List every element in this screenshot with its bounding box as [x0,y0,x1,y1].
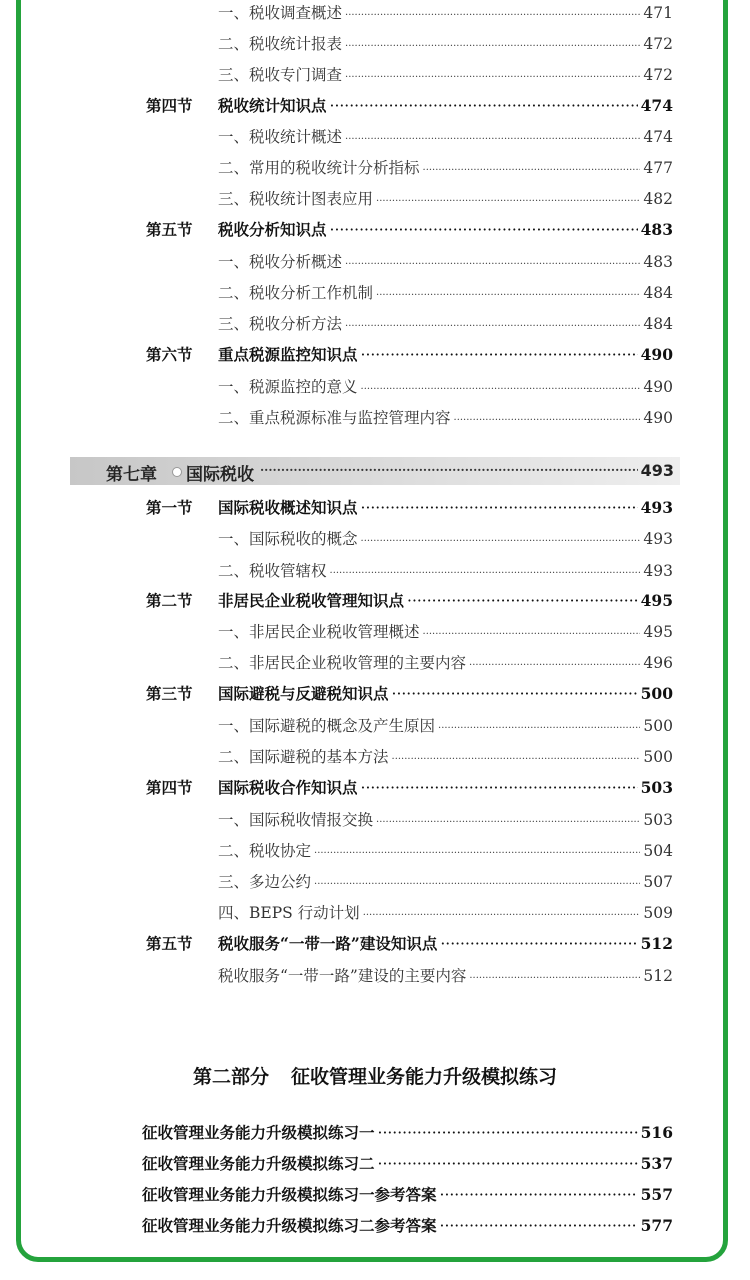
dot-leader [376,286,640,306]
entry-title: 二、税收协定 [218,842,312,860]
dot-leader [363,906,640,926]
section-title: 税收统计知识点 [218,96,327,115]
entry-title: 一、国际税收的概念 [218,530,358,548]
entry-title: 一、国际避税的概念及产生原因 [218,717,436,735]
dot-leader [345,255,640,275]
dot-leader [376,192,640,212]
dot-leader [440,1216,638,1236]
toc-entry[interactable] [218,283,673,306]
page-number: 500 [643,717,673,735]
toc-entry[interactable] [218,127,673,150]
toc-entry[interactable] [218,252,673,275]
toc-entry[interactable] [218,3,673,26]
dot-leader [440,1185,638,1205]
section-title: 国际避税与反避税知识点 [218,684,389,703]
page-number: 493 [643,562,673,580]
section-number: 第六节 [146,345,193,364]
entry-title: 三、多边公约 [218,873,312,891]
toc-entry[interactable] [218,810,673,833]
dot-leader [361,345,638,365]
dot-leader [361,778,638,798]
page-number: 484 [643,284,673,302]
toc-section[interactable] [146,778,673,798]
dot-leader [469,969,640,989]
entry-title: 二、国际避税的基本方法 [218,748,389,766]
section-title: 重点税源监控知识点 [218,345,358,364]
toc-entry[interactable] [218,747,673,770]
dot-leader [260,463,638,477]
dot-leader [314,844,640,864]
toc-section[interactable] [146,934,673,954]
part-heading [0,1062,750,1089]
page-number: 537 [640,1154,673,1173]
exercise-title: 征收管理业务能力升级模拟练习二 [142,1154,375,1173]
entry-title: 三、税收统计图表应用 [218,190,374,208]
page-number: 493 [640,461,674,480]
dot-leader [345,130,640,150]
toc-entry[interactable] [218,377,673,400]
page-number: 474 [643,128,673,146]
dot-leader [378,1123,638,1143]
page-number: 557 [640,1185,673,1204]
dot-leader [330,564,640,584]
toc-entry[interactable] [218,903,673,926]
part-title: 征收管理业务能力升级模拟练习 [291,1066,558,1088]
dot-leader [345,37,640,57]
dot-leader [407,591,638,611]
entry-title: 一、税收调查概述 [218,4,343,22]
toc-entry[interactable] [218,653,673,676]
page-number: 477 [643,159,673,177]
toc-entry[interactable] [218,966,673,989]
section-number: 第四节 [146,778,193,797]
dot-leader [392,750,640,770]
page-number: 516 [640,1123,673,1142]
dot-leader [454,411,640,431]
toc-section[interactable] [146,96,673,116]
section-title: 国际税收合作知识点 [218,778,358,797]
toc-section[interactable] [146,591,673,611]
toc-entry[interactable] [218,529,673,552]
dot-leader [330,220,638,240]
dot-leader [361,380,640,400]
toc-entry[interactable] [218,561,673,584]
page-number: 577 [640,1216,673,1235]
page-number: 493 [643,530,673,548]
page-number: 503 [640,778,673,797]
page-number: 500 [640,684,673,703]
entry-title: 二、税收管辖权 [218,562,327,580]
entry-title: 二、常用的税收统计分析指标 [218,159,420,177]
toc-section[interactable] [146,220,673,240]
dot-leader [314,875,640,895]
toc-entry[interactable] [218,872,673,895]
dot-leader [469,656,640,676]
chapter-label: 第七章 [106,465,157,485]
dot-leader [345,68,640,88]
toc-section[interactable] [146,345,673,365]
dot-leader [423,625,640,645]
toc-entry[interactable] [218,314,673,337]
page-number: 512 [643,967,673,985]
page-number: 472 [643,35,673,53]
entry-title: 一、国际税收情报交换 [218,811,374,829]
toc-entry[interactable] [218,158,673,181]
entry-title: 税收服务“一带一路”建设的主要内容 [218,967,467,985]
toc-section[interactable] [146,498,673,518]
dot-leader [440,934,637,954]
page-number: 495 [643,623,673,641]
page-number: 496 [643,654,673,672]
exercise-title: 征收管理业务能力升级模拟练习二参考答案 [142,1216,437,1235]
toc-section[interactable] [146,684,673,704]
exercise-title: 征收管理业务能力升级模拟练习一参考答案 [142,1185,437,1204]
chapter-banner[interactable] [70,457,680,485]
toc-exercise[interactable] [142,1185,673,1205]
page-number: 500 [643,748,673,766]
page-number: 484 [643,315,673,333]
page-number: 472 [643,66,673,84]
page-number: 493 [640,498,673,517]
exercise-title: 征收管理业务能力升级模拟练习一 [142,1123,375,1142]
toc-entry[interactable] [218,716,673,739]
page-number: 482 [643,190,673,208]
page-number: 490 [643,378,673,396]
page-number: 507 [643,873,673,891]
page-number: 495 [640,591,673,610]
dot-leader [361,498,638,518]
page-number: 474 [640,96,673,115]
toc-exercise[interactable] [142,1154,673,1174]
toc-entry[interactable] [218,65,673,88]
section-number: 第五节 [146,934,193,953]
entry-title: 四、BEPS 行动计划 [218,904,360,922]
dot-leader [376,813,640,833]
entry-title: 二、非居民企业税收管理的主要内容 [218,654,467,672]
entry-title: 一、税收分析概述 [218,253,343,271]
chapter-title: 国际税收 [186,465,254,485]
page-number: 471 [643,4,673,22]
section-title: 非居民企业税收管理知识点 [218,591,405,610]
page-number: 503 [643,811,673,829]
entry-title: 三、税收专门调查 [218,66,343,84]
entry-title: 一、税收统计概述 [218,128,343,146]
dot-leader [392,684,638,704]
page-number: 483 [643,253,673,271]
page-number: 490 [640,345,673,364]
page-number: 490 [643,409,673,427]
page-number: 512 [640,934,673,953]
toc-entry[interactable] [218,189,673,212]
bullet-dot-icon [172,467,182,477]
entry-title: 一、非居民企业税收管理概述 [218,623,420,641]
section-number: 第二节 [146,591,193,610]
part-label: 第二部分 [192,1066,269,1088]
section-number: 第三节 [146,684,193,703]
dot-leader [378,1154,638,1174]
section-title: 税收分析知识点 [218,220,327,239]
toc-entry[interactable] [218,622,673,645]
section-number: 第五节 [146,220,193,239]
section-number: 第一节 [146,498,193,517]
dot-leader [345,6,640,26]
dot-leader [330,96,638,116]
entry-title: 三、税收分析方法 [218,315,343,333]
toc-entry[interactable] [218,841,673,864]
entry-title: 二、税收统计报表 [218,35,343,53]
toc-entry[interactable] [218,408,673,431]
entry-title: 二、税收分析工作机制 [218,284,374,302]
dot-leader [423,161,640,181]
dot-leader [438,719,640,739]
toc-exercise[interactable] [142,1216,673,1236]
page-number: 483 [640,220,673,239]
toc-entry[interactable] [218,34,673,57]
entry-title: 二、重点税源标准与监控管理内容 [218,409,451,427]
section-number: 第四节 [146,96,193,115]
section-title: 国际税收概述知识点 [218,498,358,517]
dot-leader [345,317,640,337]
entry-title: 一、税源监控的意义 [218,378,358,396]
toc-exercise[interactable] [142,1123,673,1143]
section-title: 税收服务“一带一路”建设知识点 [218,934,438,953]
page-number: 509 [643,904,673,922]
dot-leader [361,532,640,552]
page-number: 504 [643,842,673,860]
